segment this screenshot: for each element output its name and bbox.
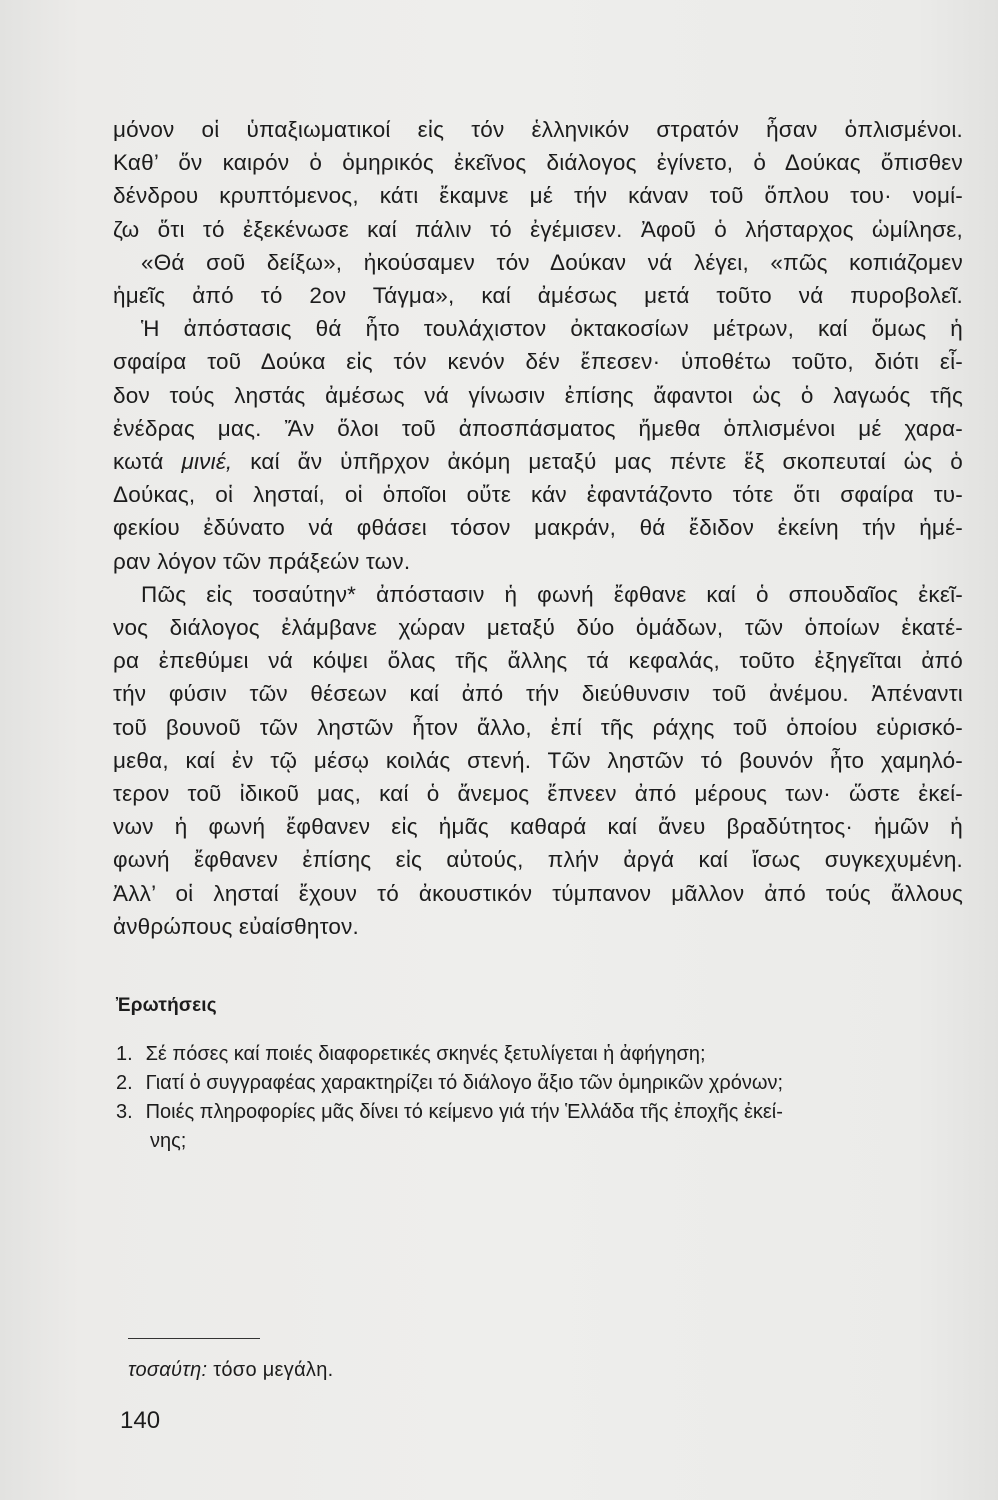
- text-line: νος διάλογος ἐλάμβανε χώραν μεταξύ δύο ὁμάδων, τῶν ὁποίων ἑκατέ-: [113, 615, 963, 641]
- footnote: [128, 1359, 334, 1382]
- text-line: Πῶς εἰς τοσαύτην* ἀπόστασιν ἡ φωνή ἔφθανε καί ὁ σπουδαῖος ἐκεῖ-: [141, 581, 963, 607]
- question-text: Ποιές πληροφορίες μᾶς δίνει τό κείμενο γιά τήν Ἑλλάδα τῆς ἐποχῆς ἐκεί-: [145, 1101, 783, 1123]
- text-line: ραν λόγον τῶν πράξεών των.: [113, 548, 411, 574]
- text-line: «Θά σοῦ δείξω», ἠκούσαμεν τόν Δούκαν νά λέγει, «πῶς κοπιάζομεν: [141, 249, 963, 275]
- text-line: Ἀλλ’ οἱ λησταί ἔχουν τό ἀκουστικόν τύμπανον μᾶλλον ἀπό τούς ἄλλους: [113, 880, 963, 906]
- main-text: [113, 113, 963, 943]
- questions-heading: Ἐρωτήσεις: [116, 995, 217, 1016]
- text-line: ζω ὅτι τό ἐξεκένωσε καί πάλιν τό ἐγέμισεν. Ἀφοῦ ὁ λήσταρχος ὡμίλησε,: [113, 216, 963, 242]
- footnote-divider: [128, 1338, 260, 1339]
- text-line: ρα ἐπεθύμει νά κόψει ὅλας τῆς ἄλλης τά κεφαλάς, τοῦτο ἐξηγεῖται ἀπό: [113, 648, 963, 674]
- text-line: τερον τοῦ ἰδικοῦ μας, καί ὁ ἄνεμος ἔπνεεν ἀπό μέρους των· ὥστε ἐκεί-: [113, 781, 963, 807]
- text-line: τήν φύσιν τῶν θέσεων καί ἀπό τήν διεύθυνσιν τοῦ ἀνέμου. Ἀπέναντι: [113, 681, 963, 707]
- footnote-definition: τόσο μεγάλη.: [213, 1359, 334, 1381]
- question-number: 3.: [116, 1101, 133, 1123]
- questions-list: [116, 1040, 961, 1156]
- text-line: δον τούς ληστάς ἀμέσως νά γίνωσιν ἐπίσης ἄφαντοι ὡς ὁ λαγωός τῆς: [113, 382, 963, 408]
- text-line: ἀνθρώπους εὐαίσθητον.: [113, 913, 359, 939]
- question-number: 1.: [116, 1043, 133, 1065]
- text-line: μεθα, καί ἐν τῷ μέσῳ κοιλάς στενή. Τῶν ληστῶν τό βουνόν ἦτο χαμηλό-: [113, 747, 963, 773]
- text-line: μόνον οἱ ὑπαξιωματικοί εἰς τόν ἑλληνικόν στρατόν ἦσαν ὁπλισμένοι.: [113, 117, 963, 142]
- text-fragment: κωτά: [113, 449, 182, 475]
- text-line: Δούκας, οἱ λησταί, οἱ ὁποῖοι οὔτε κάν ἐφαντάζοντο τότε ὅτι σφαίρα τυ-: [113, 482, 963, 508]
- text-line: νων ἡ φωνή ἔφθανεν εἰς ἡμᾶς καθαρά καί ἄνευ βραδύτητος· ἡμῶν ἡ: [113, 814, 963, 840]
- question-number: 2.: [116, 1072, 133, 1094]
- question-item: [116, 1040, 961, 1069]
- text-line: δένδρου κρυπτόμενος, κάτι ἔκαμνε μέ τήν κάναν τοῦ ὅπλου του· νομί-: [113, 183, 963, 209]
- question-continuation: νης;: [150, 1130, 187, 1152]
- page-number: 140: [120, 1407, 161, 1434]
- question-item: [116, 1098, 961, 1127]
- text-line: [113, 445, 963, 478]
- question-item: [116, 1069, 961, 1098]
- italic-term: μινιέ,: [181, 449, 233, 475]
- text-line: ἡμεῖς ἀπό τό 2ον Τάγμα», καί ἀμέσως μετά τοῦτο νά πυροβολεῖ.: [113, 283, 963, 309]
- text-fragment: καί ἄν ὑπῆρχον ἀκόμη μεταξύ μας πέντε ἕξ σκοπευταί ὡς ὁ: [232, 449, 963, 475]
- text-line: σφαίρα τοῦ Δούκα εἰς τόν κενόν δέν ἔπεσεν· ὑποθέτω τοῦτο, διότι εἶ-: [113, 349, 963, 375]
- text-line: Καθ’ ὅν καιρόν ὁ ὁμηρικός ἐκεῖνος διάλογος ἐγίνετο, ὁ Δούκας ὄπισθεν: [113, 150, 963, 176]
- text-line: ἐνέδρας μας. Ἄν ὅλοι τοῦ ἀποσπάσματος ἤμεθα ὁπλισμένοι μέ χαρα-: [113, 415, 963, 441]
- text-line: φωνή ἔφθανεν ἐπίσης εἰς αὐτούς, πλήν ἀργά καί ἴσως συγκεχυμένη.: [113, 847, 963, 873]
- question-text: Γιατί ὁ συγγραφέας χαρακτηρίζει τό διάλογο ἄξιο τῶν ὁμηρικῶν χρόνων;: [145, 1072, 784, 1094]
- text-line: φεκίου ἐδύνατο νά φθάσει τόσον μακράν, θά ἔδιδον ἐκείνη τήν ἡμέ-: [113, 515, 963, 541]
- footnote-term: τοσαύτη:: [128, 1359, 208, 1381]
- question-text: Σέ πόσες καί ποιές διαφορετικές σκηνές ξετυλίγεται ἡ ἀφήγηση;: [145, 1043, 706, 1065]
- text-line: τοῦ βουνοῦ τῶν ληστῶν ἦτον ἄλλο, ἐπί τῆς ράχης τοῦ ὁποίου εὑρισκό-: [113, 714, 963, 740]
- text-line: Ἡ ἀπόστασις θά ἦτο τουλάχιστον ὀκτακοσίων μέτρων, καί ὅμως ἡ: [141, 316, 963, 342]
